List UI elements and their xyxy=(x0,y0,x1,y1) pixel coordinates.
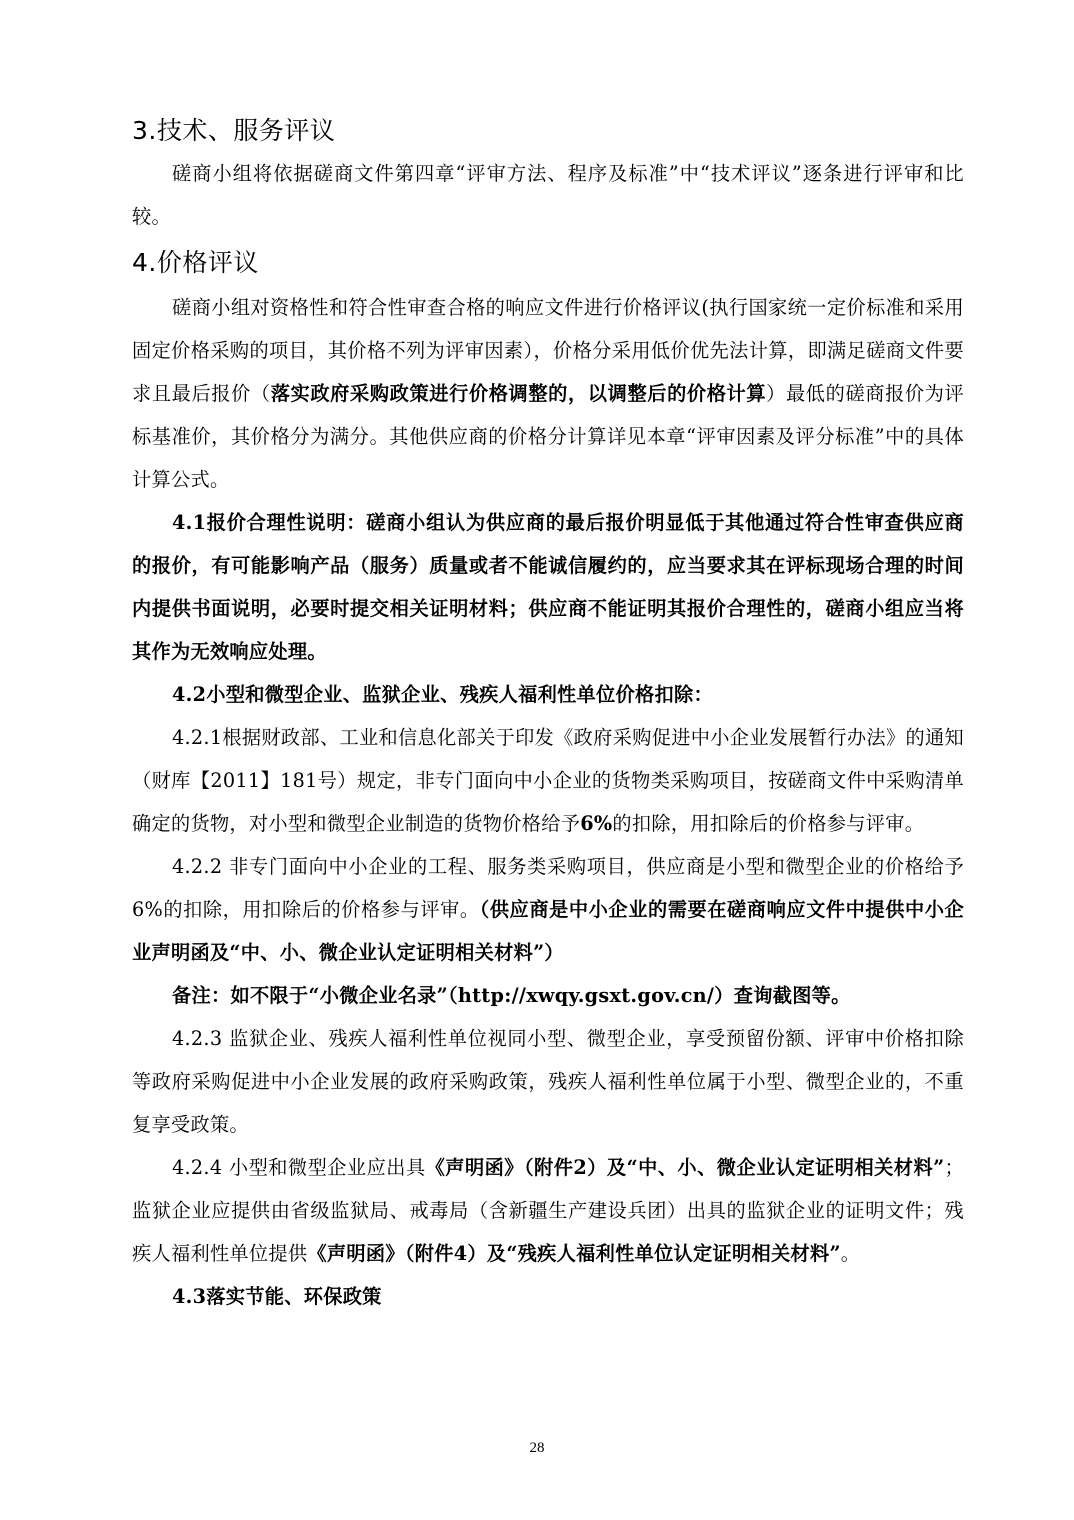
price-rationality-text: 4.1报价合理性说明：磋商小组认为供应商的最后报价明显低于其他通过符合性审查供应商的报价，有可能影响产品（服务）质量或者不能诚信履约的，应当要求其在评标现场合理的时间内提供书面说明，必要时提交相关证明材料；供应商不能证明其报价合理性的，磋商小组应当将其作为无效响应处理。 xyxy=(132,511,964,663)
p421-text-c: 的扣除，用扣除后的价格参与评审。 xyxy=(612,812,925,835)
paragraph-price-evaluation xyxy=(132,286,964,501)
price-evaluation-text-a: 磋商小组对资格性和符合性审查合格的响应文件进行价格评议(执行国家统一定价标准和采用固定价格采购的项目，其价格不列为评审因素），价格分采用低价优先法计算，即满足磋商文件要求且最后报价（ xyxy=(132,296,964,405)
p424-text-a: 4.2.4 小型和微型企业应出具 xyxy=(172,1156,426,1179)
p421-text-a: 4.2.1根据财政部、工业和信息化部关于印发《政府采购促进中小企业发展暂行办法》的通知（财库【2011】181号）规定，非专门面向中小企业的货物类采购项目，按磋商文件中采购清单确定的货物，对小型和微型企业制造的货物价格给予 xyxy=(132,726,964,835)
paragraph-4-1-price-rationality xyxy=(132,501,964,673)
p422-text-bold: （供应商是中小企业的需要在磋商响应文件中提供中小企业声明函及“中、小、微企业认定证明相关材料”） xyxy=(132,898,964,964)
price-evaluation-text-c: ）最低的磋商报价为评标基准价，其价格分为满分。其他供应商的价格分计算详见本章“评审因素及评分标准”中的具体计算公式。 xyxy=(132,382,965,491)
document-body xyxy=(132,110,964,1318)
small-micro-heading-text: 4.2小型和微型企业、监狱企业、残疾人福利性单位价格扣除： xyxy=(172,683,713,706)
paragraph-4-3-heading xyxy=(132,1275,964,1318)
p424-text-c: ；监狱企业应提供由省级监狱局、戒毒局（含新疆生产建设兵团）出具的监狱企业的证明文件；残疾人福利性单位提供 xyxy=(132,1156,964,1265)
energy-policy-heading-text: 4.3落实节能、环保政策 xyxy=(172,1285,382,1308)
paragraph-4-2-1 xyxy=(132,716,964,845)
p424-text-bold-2: 《声明函》（附件4）及“残疾人福利性单位认定证明相关材料” xyxy=(307,1242,841,1265)
p424-text-e: 。 xyxy=(840,1242,861,1265)
p424-text-bold-1: 《声明函》（附件2）及“中、小、微企业认定证明相关材料” xyxy=(425,1156,945,1179)
section-heading-technical-service: 3.技术、服务评议 xyxy=(132,116,336,145)
section-heading-price-evaluation: 4.价格评议 xyxy=(132,248,259,277)
paragraph-4-2-2 xyxy=(132,845,964,974)
p421-text-percent: 6% xyxy=(580,812,613,835)
price-evaluation-text-bold: 落实政府采购政策进行价格调整的，以调整后的价格计算 xyxy=(270,382,767,405)
page-number: 28 xyxy=(529,1440,545,1456)
paragraph-4-2-heading xyxy=(132,673,964,716)
paragraph-4-2-4 xyxy=(132,1146,964,1275)
p422-text-a: 4.2.2 非专门面向中小企业的工程、服务类采购项目，供应商是小型和微型企业的价格给予6%的扣除，用扣除后的价格参与评审。 xyxy=(132,855,964,921)
paragraph-note xyxy=(132,974,964,1017)
note-text: 备注：如不限于“小微企业名录”（http://xwqy.gsxt.gov.cn/）查询截图等。 xyxy=(172,984,851,1007)
paragraph-technical-evaluation: 磋商小组将依据磋商文件第四章“评审方法、程序及标准”中“技术评议”逐条进行评审和比较。 xyxy=(132,162,964,228)
paragraph-4-2-3: 4.2.3 监狱企业、残疾人福利性单位视同小型、微型企业，享受预留份额、评审中价格扣除等政府采购促进中小企业发展的政府采购政策，残疾人福利性单位属于小型、微型企业的，不重复享受政策。 xyxy=(132,1027,964,1136)
